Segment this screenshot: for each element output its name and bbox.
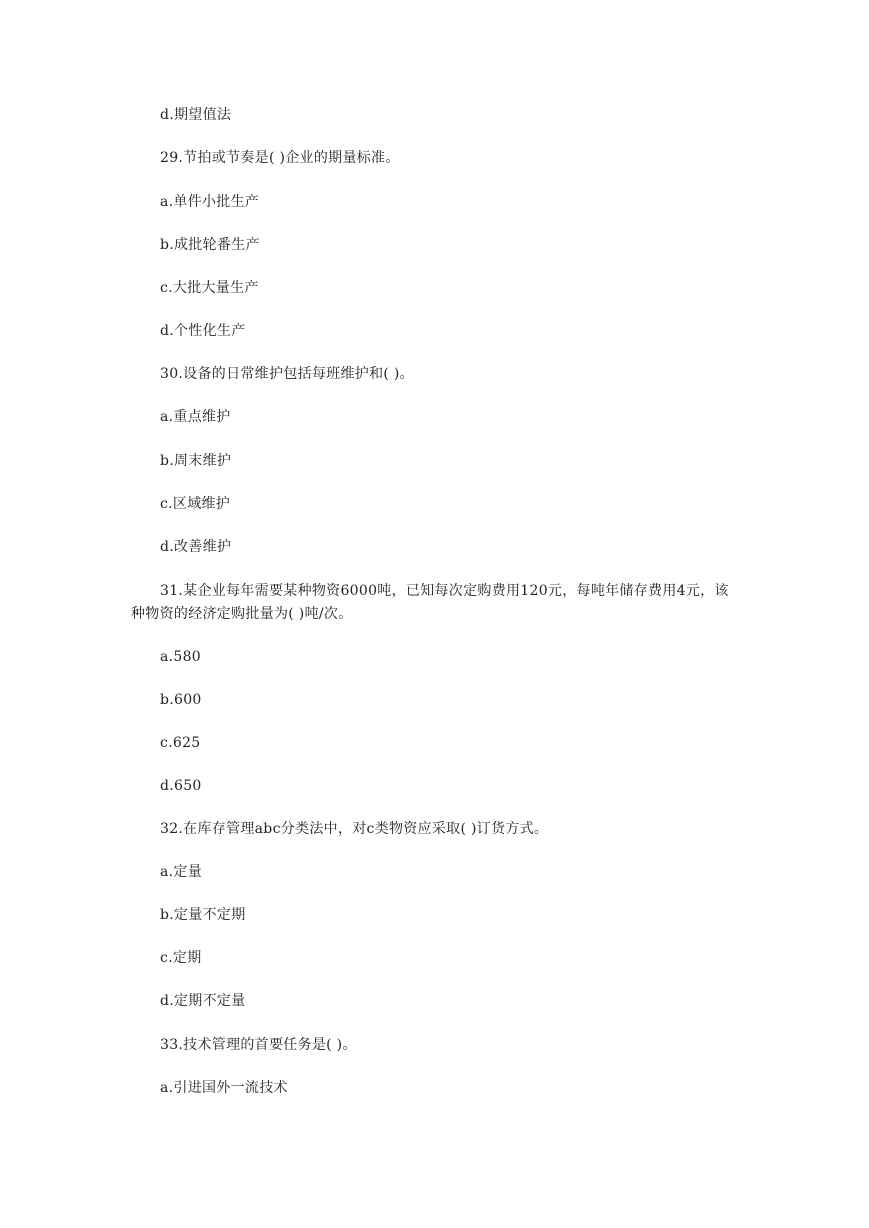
option-29a: a.单件小批生产 — [160, 194, 260, 210]
question-31: 31.某企业每年需要某种物资6000吨，已知每次定购费用120元，每吨年储存费用4元，该种物资的经济定购批量为( )吨/次。 — [131, 583, 729, 622]
option-31a: a.580 — [160, 649, 202, 665]
option-32b: b.定量不定期 — [160, 907, 246, 923]
option-33a: a.引进国外一流技术 — [160, 1080, 288, 1096]
option-30c: c.区域维护 — [160, 496, 231, 512]
option-31b: b.600 — [160, 692, 202, 708]
question-32: 32.在库存管理abc分类法中，对c类物资应采取( )订货方式。 — [160, 821, 549, 837]
option-29d: d.个性化生产 — [160, 323, 246, 339]
question-33: 33.技术管理的首要任务是( )。 — [160, 1037, 357, 1053]
option-29b: b.成批轮番生产 — [160, 237, 260, 253]
option-31c: c.625 — [160, 735, 201, 751]
option-31d: d.650 — [160, 778, 202, 794]
option-32c: c.定期 — [160, 950, 202, 966]
option-30b: b.周末维护 — [160, 453, 232, 469]
option-30a: a.重点维护 — [160, 409, 231, 425]
question-30: 30.设备的日常维护包括每班维护和( )。 — [160, 366, 414, 382]
question-29: 29.节拍或节奏是( )企业的期量标准。 — [160, 150, 400, 166]
option-32a: a.定量 — [160, 864, 202, 880]
option-28d: d.期望值法 — [160, 107, 232, 123]
option-29c: c.大批大量生产 — [160, 280, 259, 296]
option-32d: d.定期不定量 — [160, 993, 246, 1009]
option-30d: d.改善维护 — [160, 539, 232, 555]
